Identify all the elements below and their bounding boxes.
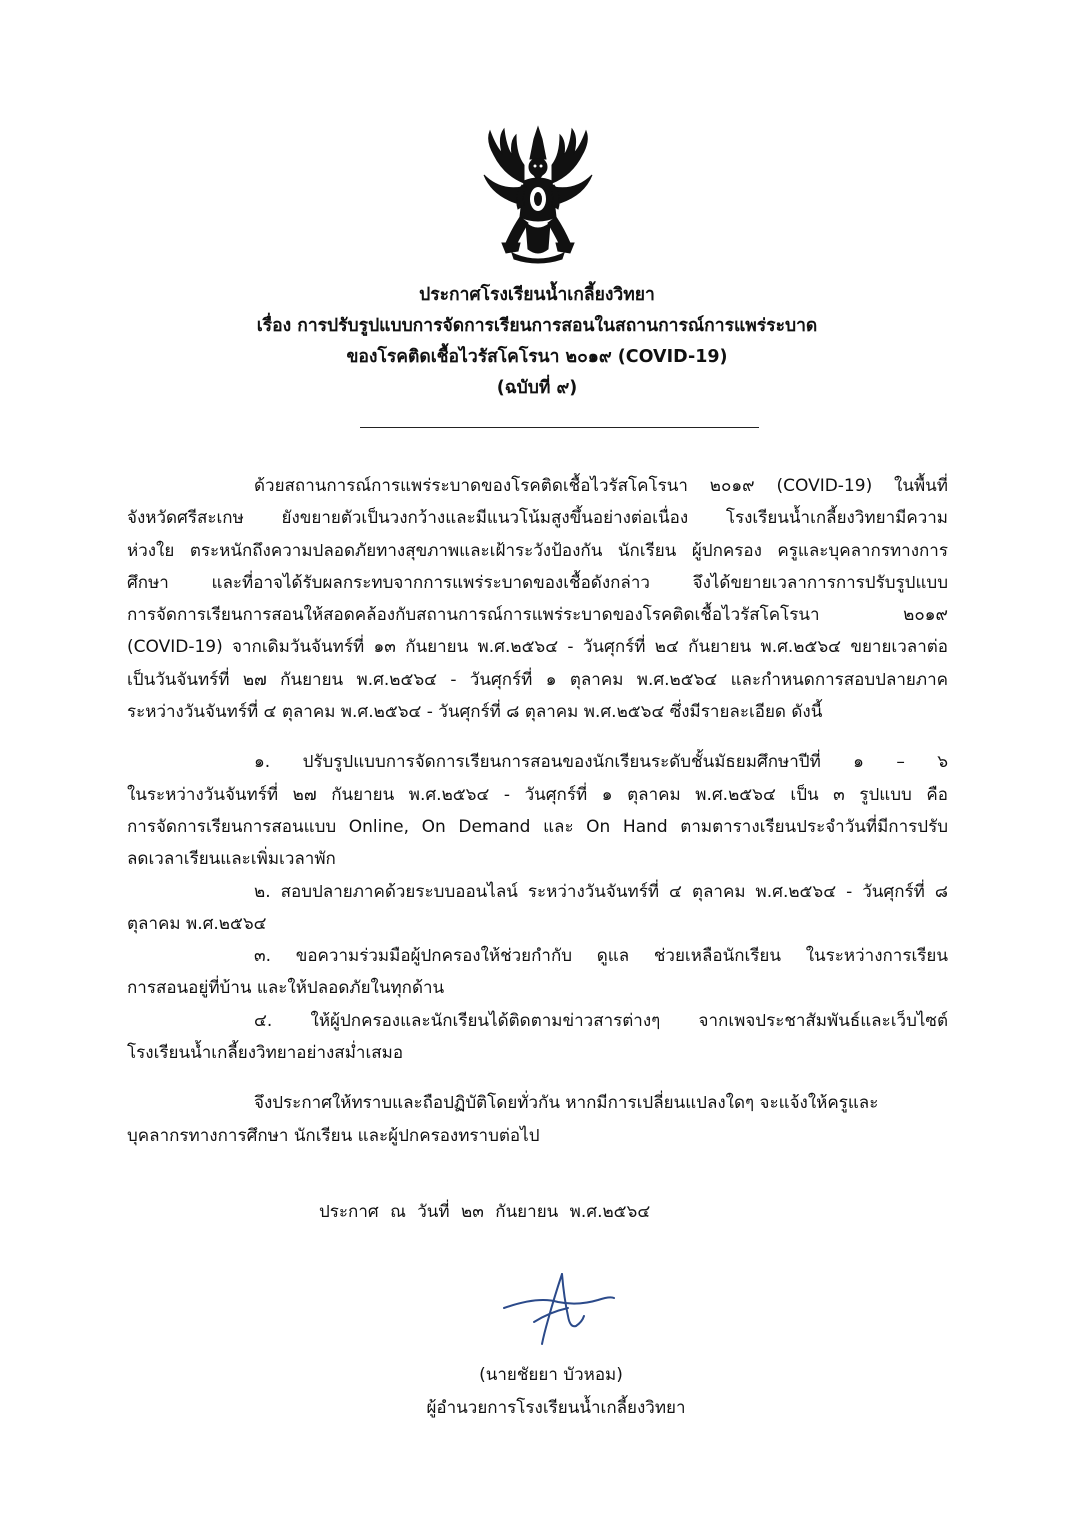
header-divider (360, 427, 759, 428)
announcement-subject: เรื่อง การปรับรูปแบบการจัดการเรียนการสอนในสถานการณ์การแพร่ระบาด (256, 316, 818, 336)
text-line: (COVID-19) จากเดิมวันจันทร์ที่ ๑๓ กันยายน พ.ศ.๒๕๖๔ - วันศุกร์ที่ ๒๔ กันยายน พ.ศ.๒๕๖๔ ขยายเวลาต่อ (127, 637, 948, 658)
intro-paragraph (127, 470, 948, 728)
text-line: การจัดการเรียนการสอนให้สอดคล้องกับสถานการณ์การแพร่ระบาดของโรคติดเชื้อไวรัสโคโรนา ๒๐๑๙ (127, 605, 948, 626)
announcement-issuer: ประกาศโรงเรียนน้ำเกลี้ยงวิทยา (419, 285, 655, 305)
item-3 (127, 940, 948, 1005)
text-line: ระหว่างวันจันทร์ที่ ๔ ตุลาคม พ.ศ.๒๕๖๔ - วันศุกร์ที่ ๘ ตุลาคม พ.ศ.๒๕๖๔ ซึ่งมีรายละเอียด ดังนี้ (127, 702, 823, 723)
text-line: การจัดการเรียนการสอนแบบ Online, On Demand และ On Hand ตามตารางเรียนประจำวันที่มีการปรับ (127, 816, 948, 837)
text-line: ลดเวลาเรียนและเพิ่มเวลาพัก (127, 849, 336, 870)
signer-name: (นายชัยยา บัวหอม) (479, 1365, 623, 1385)
signer-position: ผู้อำนวยการโรงเรียนน้ำเกลี้ยงวิทยา (426, 1398, 686, 1418)
text-line: จังหวัดศรีสะเกษ ยังขยายตัวเป็นวงกว้างและมีแนวโน้มสูงขึ้นอย่างต่อเนื่อง โรงเรียนน้ำเกลี้ยงวิทยามีความ (127, 508, 948, 529)
text-line: ศึกษา และที่อาจได้รับผลกระทบจากการแพร่ระบาดของเชื้อดังกล่าว จึงได้ขยายเวลาการการปรับรูปแบบ (127, 572, 948, 593)
item-2 (127, 876, 948, 941)
garuda-emblem-icon (476, 125, 600, 265)
text-line: ด้วยสถานการณ์การแพร่ระบาดของโรคติดเชื้อไวรัสโคโรนา ๒๐๑๙ (COVID-19) ในพื้นที่ (254, 476, 948, 496)
item-4 (127, 1005, 948, 1070)
text-line: ห่วงใย ตระหนักถึงความปลอดภัยทางสุขภาพและเฝ้าระวังป้องกัน นักเรียน ผู้ปกครอง ครูและบุคลากรทางการ (127, 540, 948, 561)
text-line: จึงประกาศให้ทราบและถือปฏิบัติโดยทั่วกัน หากมีการเปลี่ยนแปลงใดๆ จะแจ้งให้ครูและ (254, 1093, 879, 1114)
text-line: การสอนอยู่ที่บ้าน และให้ปลอดภัยในทุกด้าน (127, 978, 445, 999)
closing-paragraph (127, 1087, 948, 1152)
announcement-header (0, 280, 1074, 404)
announcement-body (127, 470, 948, 1152)
text-line: บุคลากรทางการศึกษา นักเรียน และผู้ปกครองทราบต่อไป (127, 1125, 540, 1146)
text-line: ในระหว่างวันจันทร์ที่ ๒๗ กันยายน พ.ศ.๒๕๖๔ - วันศุกร์ที่ ๑ ตุลาคม พ.ศ.๒๕๖๔ เป็น ๓ รูปแบบ คือ (127, 784, 948, 805)
text-line: เป็นวันจันทร์ที่ ๒๗ กันยายน พ.ศ.๒๕๖๔ - วันศุกร์ที่ ๑ ตุลาคม พ.ศ.๒๕๖๔ และกำหนดการสอบปลายภาค (127, 669, 948, 690)
text-line: ตุลาคม พ.ศ.๒๕๖๔ (127, 913, 267, 934)
text-line: ๒. สอบปลายภาคด้วยระบบออนไลน์ ระหว่างวันจันทร์ที่ ๔ ตุลาคม พ.ศ.๒๕๖๔ - วันศุกร์ที่ ๘ (254, 881, 948, 902)
announcement-date: ประกาศ ณ วันที่ ๒๓ กันยายน พ.ศ.๒๕๖๔ (319, 1202, 651, 1222)
text-line: ๔. ให้ผู้ปกครองและนักเรียนได้ติดตามข่าวสารต่างๆ จากเพจประชาสัมพันธ์และเว็บไซต์ (254, 1010, 948, 1031)
text-line: ๓. ขอความร่วมมือผู้ปกครองให้ช่วยกำกับ ดูแล ช่วยเหลือนักเรียน ในระหว่างการเรียน (254, 946, 948, 967)
text-line: ๑. ปรับรูปแบบการจัดการเรียนการสอนของนักเรียนระดับชั้นมัธยมศึกษาปีที่ ๑ – ๖ (254, 752, 948, 773)
handwritten-signature-icon (498, 1268, 618, 1348)
announcement-subject-cont: ของโรคติดเชื้อไวรัสโคโรนา ๒๐๑๙ (COVID-19) (346, 347, 728, 367)
announcement-issue-number: (ฉบับที่ ๙) (496, 378, 578, 398)
signer-block (0, 1359, 1074, 1425)
item-1 (127, 746, 948, 875)
text-line: โรงเรียนน้ำเกลี้ยงวิทยาอย่างสม่ำเสมอ (127, 1043, 404, 1064)
